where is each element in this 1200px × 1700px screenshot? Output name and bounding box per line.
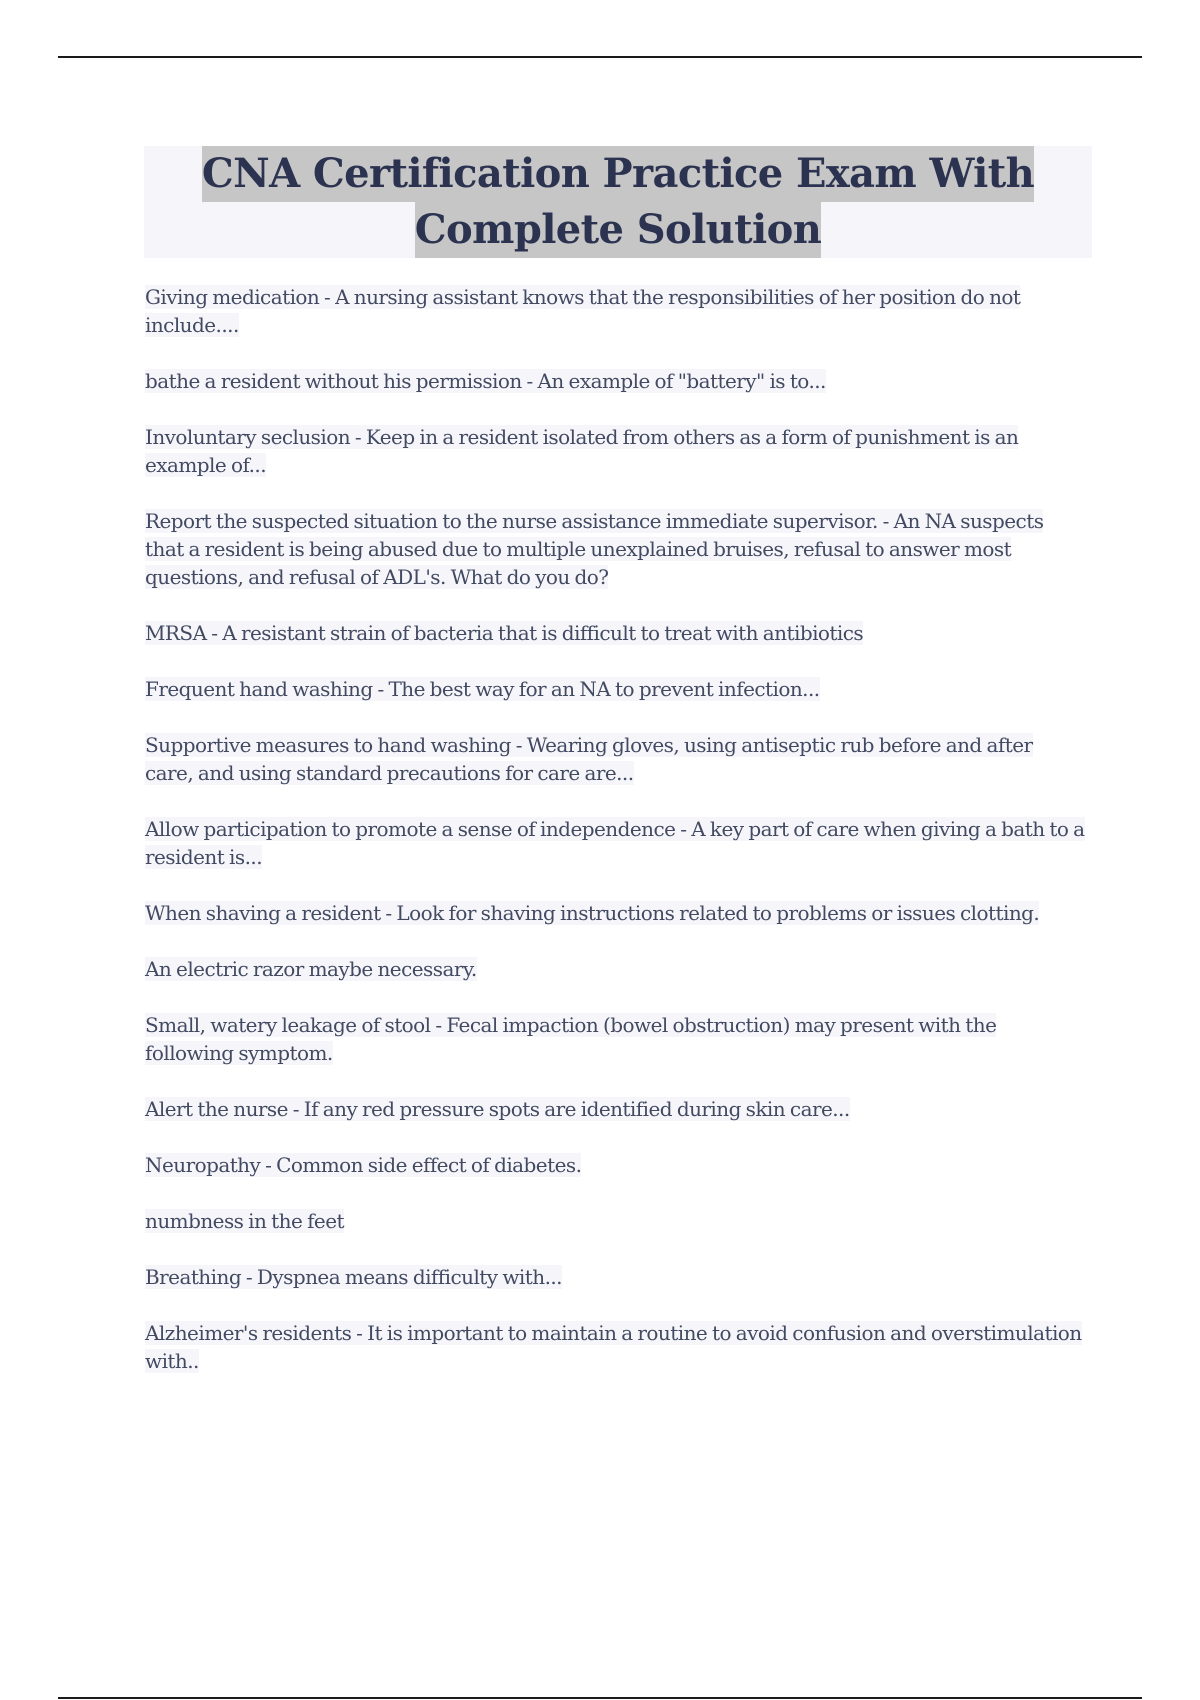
qa-entry: bathe a resident without his permission - An example of "battery" is to...: [145, 369, 826, 393]
qa-entry: Involuntary seclusion - Keep in a resident isolated from others as a form of punishment is an example of...: [145, 425, 1019, 477]
footer-rule: [58, 1697, 1142, 1699]
header-rule: [58, 56, 1142, 58]
qa-entry: Small, watery leakage of stool - Fecal impaction (bowel obstruction) may present with the following symptom.: [145, 1013, 997, 1065]
qa-entry: Frequent hand washing - The best way for an NA to prevent infection...: [145, 677, 820, 701]
qa-list: [145, 283, 1085, 1403]
qa-entry: MRSA - A resistant strain of bacteria that is difficult to treat with antibiotics: [145, 621, 864, 645]
qa-entry: Alzheimer's residents - It is important to maintain a routine to avoid confusion and overstimulation with..: [145, 1321, 1082, 1373]
qa-entry: Neuropathy - Common side effect of diabetes.: [145, 1153, 582, 1177]
qa-entry: numbness in the feet: [145, 1209, 344, 1233]
qa-entry: Report the suspected situation to the nurse assistance immediate supervisor. - An NA suspects that a resident is being abused due to multiple unexplained bruises, refusal to answer most questions, and refusal of ADL's. What do you do?: [145, 509, 1044, 589]
title-line-2: Complete Solution: [415, 202, 821, 258]
qa-entry: Supportive measures to hand washing - Wearing gloves, using antiseptic rub before and after care, and using standard precautions for care are...: [145, 733, 1033, 785]
qa-entry: When shaving a resident - Look for shaving instructions related to problems or issues clotting.: [145, 901, 1040, 925]
qa-entry: An electric razor maybe necessary.: [145, 957, 477, 981]
qa-entry: Breathing - Dyspnea means difficulty with...: [145, 1265, 562, 1289]
title-line-1: CNA Certification Practice Exam With: [202, 146, 1034, 202]
qa-entry: Allow participation to promote a sense of independence - A key part of care when giving a bath to a resident is...: [145, 817, 1085, 869]
qa-entry: Alert the nurse - If any red pressure spots are identified during skin care...: [145, 1097, 850, 1121]
qa-entry: Giving medication - A nursing assistant knows that the responsibilities of her position do not include....: [145, 285, 1021, 337]
document-title: [144, 146, 1092, 258]
